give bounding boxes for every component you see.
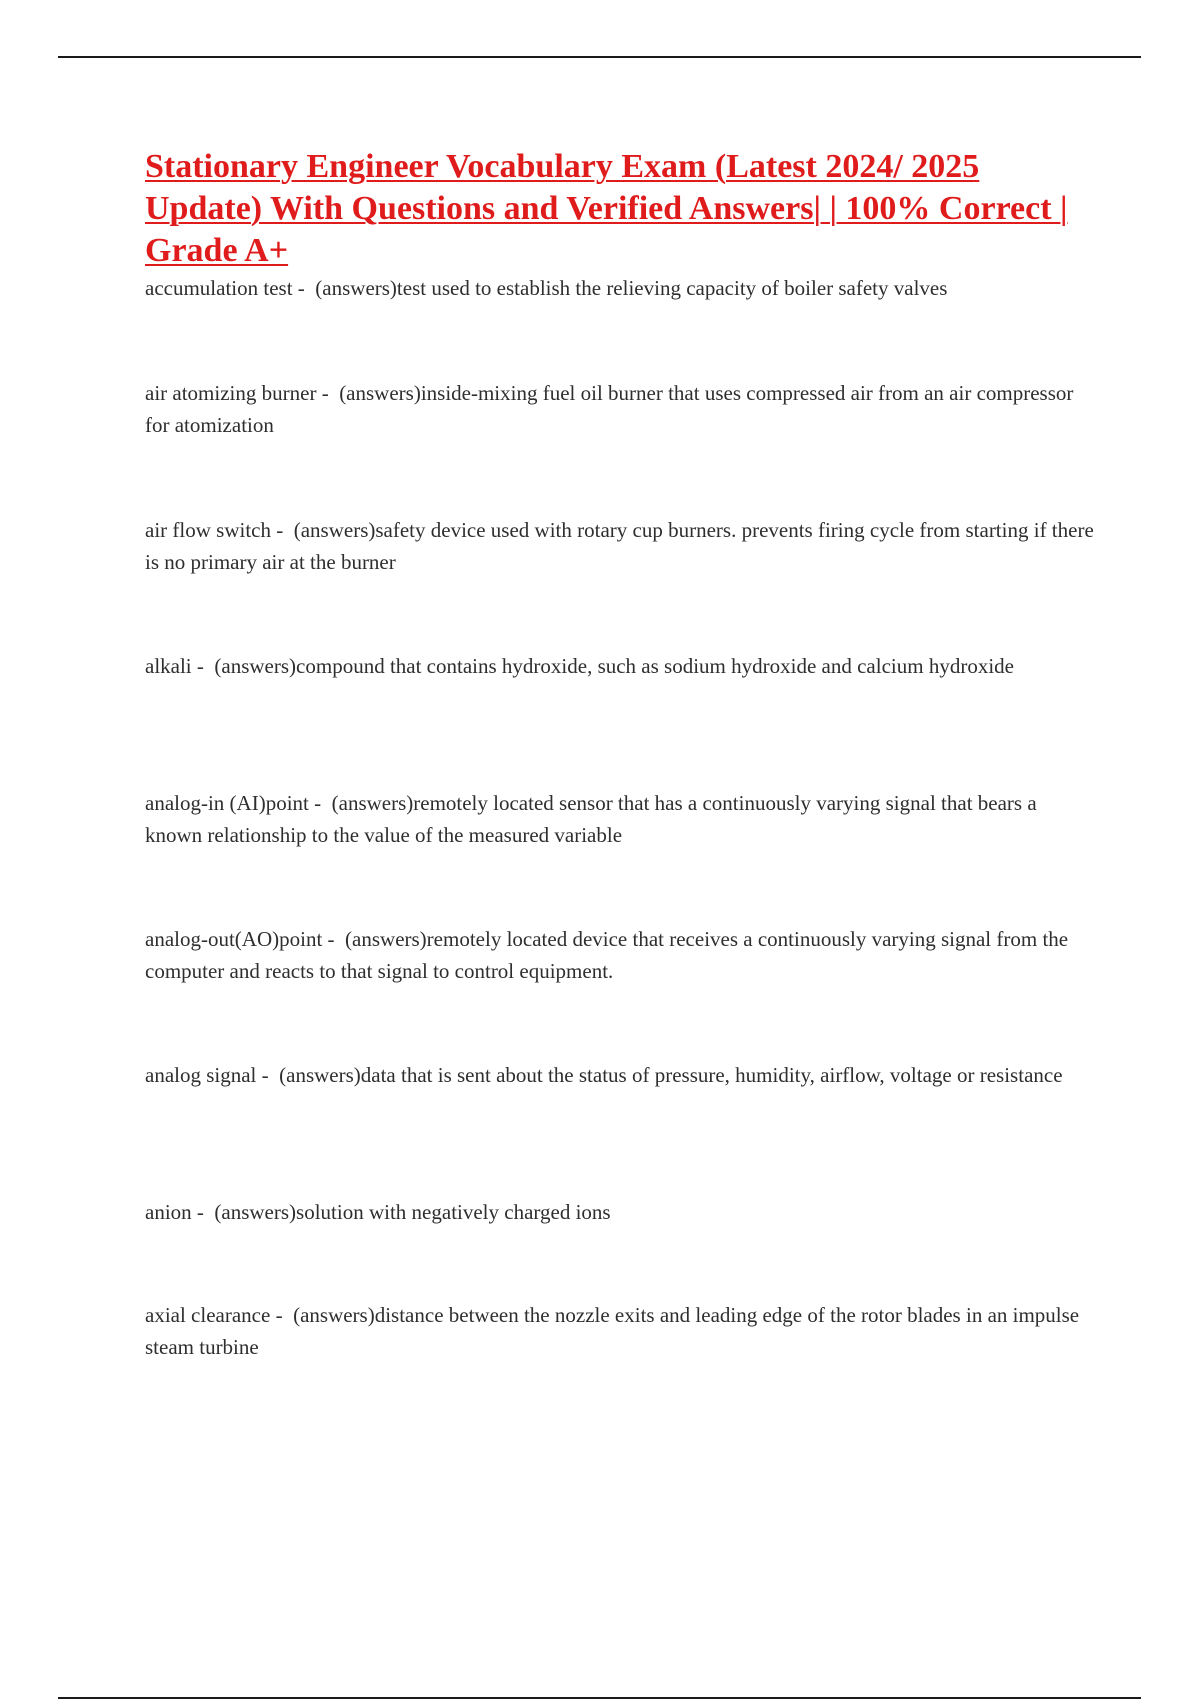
list-item: anion - (answers)solution with negatively charged ions xyxy=(145,1200,611,1224)
entry-term: analog signal xyxy=(145,1063,257,1087)
entry-answer: (answers)solution with negatively charged ions xyxy=(214,1200,611,1224)
entry-term: axial clearance xyxy=(145,1303,271,1327)
entry-term: analog-in (AI)point xyxy=(145,791,309,815)
list-item: analog signal - (answers)data that is sent about the status of pressure, humidity, airflow, voltage or resistance xyxy=(145,1063,1063,1087)
list-item: analog-out(AO)point - (answers)remotely located device that receives a continuously varying signal from the computer and reacts to that signal to control equipment. xyxy=(145,927,1069,983)
entry-answer: (answers)safety device used with rotary cup burners. prevents firing cycle from starting if there is no primary air at the burner xyxy=(145,518,1094,574)
entry-term: analog-out(AO)point xyxy=(145,927,323,951)
list-item: accumulation test - (answers)test used to establish the relieving capacity of boiler safety valves xyxy=(145,276,948,300)
entry-answer: (answers)compound that contains hydroxide, such as sodium hydroxide and calcium hydroxide xyxy=(214,654,1014,678)
list-item: alkali - (answers)compound that contains hydroxide, such as sodium hydroxide and calcium hydroxide xyxy=(145,654,1014,678)
entry-answer: (answers)test used to establish the relieving capacity of boiler safety valves xyxy=(315,276,948,300)
list-item: axial clearance - (answers)distance between the nozzle exits and leading edge of the rotor blades in an impulse steam turbine xyxy=(145,1303,1080,1359)
list-item: air atomizing burner - (answers)inside-mixing fuel oil burner that uses compressed air from an air compressor for atomization xyxy=(145,381,1074,437)
entry-answer: (answers)remotely located device that receives a continuously varying signal from the computer and reacts to that signal to control equipment. xyxy=(145,927,1069,983)
entry-term: alkali xyxy=(145,654,192,678)
entry-term: air atomizing burner xyxy=(145,381,317,405)
list-item: analog-in (AI)point - (answers)remotely located sensor that has a continuously varying signal that bears a known relationship to the value of the measured variable xyxy=(145,791,1037,847)
bottom-divider xyxy=(58,1697,1141,1699)
entry-term: accumulation test xyxy=(145,276,293,300)
document-body xyxy=(145,146,1095,1359)
entry-answer: (answers)distance between the nozzle exits and leading edge of the rotor blades in an impulse steam turbine xyxy=(145,1303,1080,1359)
list-item: air flow switch - (answers)safety device used with rotary cup burners. prevents firing cycle from starting if there is no primary air at the burner xyxy=(145,518,1094,574)
top-divider xyxy=(58,56,1141,58)
document-title: Stationary Engineer Vocabulary Exam (Latest 2024/ 2025 Update) With Questions and Verified Answers| | 100% Correct | Grade A+ xyxy=(145,148,1068,269)
entry-term: air flow switch xyxy=(145,518,271,542)
entry-answer: (answers)inside-mixing fuel oil burner that uses compressed air from an air compressor for atomization xyxy=(145,381,1074,437)
entry-answer: (answers)remotely located sensor that has a continuously varying signal that bears a known relationship to the value of the measured variable xyxy=(145,791,1037,847)
entry-term: anion xyxy=(145,1200,192,1224)
entry-answer: (answers)data that is sent about the status of pressure, humidity, airflow, voltage or resistance xyxy=(279,1063,1063,1087)
